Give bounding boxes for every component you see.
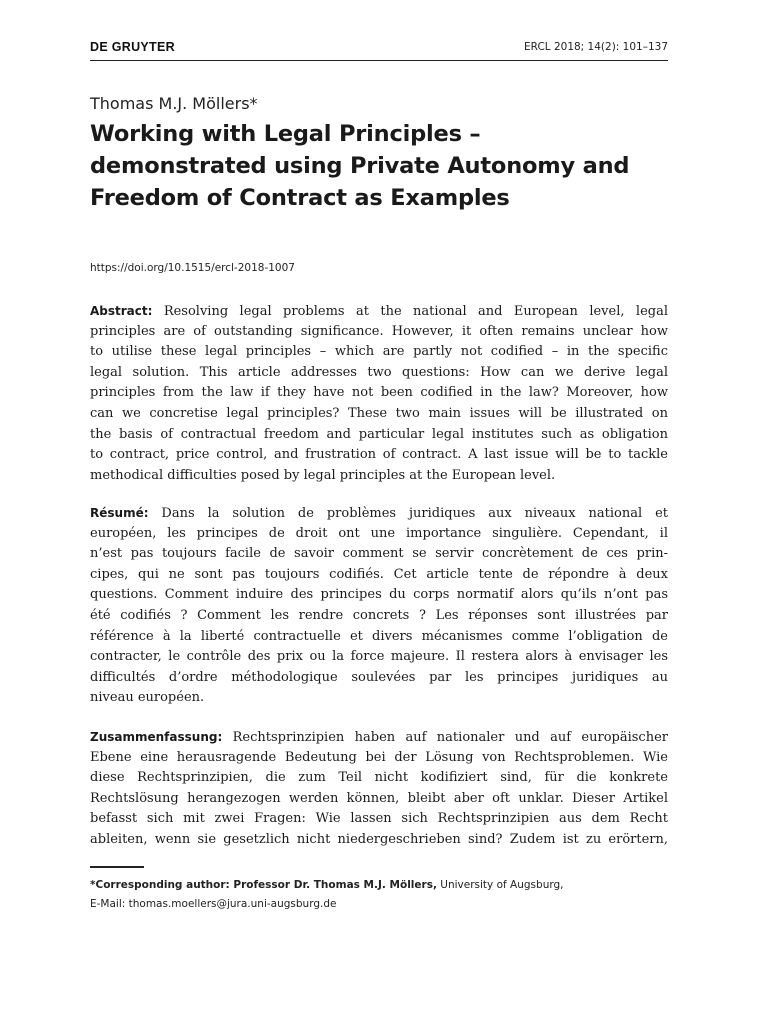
footnote: [90, 876, 680, 914]
abstract-line: legal solution. This article addresses two questions: How can we derive legal: [90, 364, 668, 380]
footnote-corresponding-author: *Corresponding author: Professor Dr. Thomas M.J. Möllers,: [90, 879, 437, 891]
title-line: Freedom of Contract as Examples: [90, 185, 510, 211]
abstract-paragraph: [90, 301, 668, 486]
zusammenfassung-line: Rechtslösung herangezogen werden können, bleibt aber oft unklar. Dieser Artikel: [90, 790, 668, 806]
resume-label: Résumé:: [90, 506, 149, 520]
abstract-label: Abstract:: [90, 304, 153, 318]
article-title: [90, 118, 680, 214]
doi-link[interactable]: https://doi.org/10.1515/ercl-2018-1007: [90, 262, 295, 274]
abstract-line: the basis of contractual freedom and particular legal institutes such as obligation: [90, 426, 668, 442]
journal-citation: ERCL 2018; 14(2): 101–137: [524, 41, 668, 53]
footnote-email[interactable]: E-Mail: thomas.moellers@jura.uni-augsburg.de: [90, 898, 337, 910]
title-line: Working with Legal Principles –: [90, 121, 481, 147]
resume-line: cipes, qui ne sont pas toujours codifiés. Cet article tente de répondre à deux: [90, 566, 668, 582]
resume-line: niveau européen.: [90, 690, 205, 706]
header-rule: [90, 60, 668, 61]
running-header: [90, 40, 668, 62]
resume-paragraph: [90, 503, 668, 709]
zusammenfassung-line: Ebene eine herausragende Bedeutung bei der Lösung von Rechtsproblemen. Wie: [90, 749, 668, 765]
author-name: Thomas M.J. Möllers*: [90, 94, 258, 113]
abstract-line: Abstract: Resolving legal problems at the national and European level, legal: [90, 304, 668, 319]
abstract-line: methodical difficulties posed by legal principles at the European level.: [90, 467, 556, 483]
abstract-line: to utilise these legal principles – which are partly not codified – in the specific: [90, 344, 668, 360]
zusammenfassung-line: Zusammenfassung: Rechtsprinzipien haben auf nationaler und auf europäischer: [90, 730, 668, 745]
footnote-author-line: [90, 876, 680, 895]
title-line: demonstrated using Private Autonomy and: [90, 153, 630, 179]
publisher-logo: DE GRUYTER: [90, 40, 175, 54]
abstract-line: can we concretise legal principles? These two main issues will be illustrated on: [90, 405, 668, 421]
resume-line: difficultés d’ordre méthodologique soulevées par les principes juridiques au: [90, 669, 668, 685]
zusammenfassung-line: befasst sich mit zwei Fragen: Wie lassen sich Rechtsprinzipien aus dem Recht: [90, 811, 668, 827]
resume-line: européen, les principes de droit ont une importance singulière. Cependant, il: [90, 525, 668, 541]
zusammenfassung-paragraph: [90, 727, 668, 851]
resume-line: Résumé: Dans la solution de problèmes juridiques aux niveaux national et: [90, 506, 668, 521]
abstract-line: principles from the law if they have not been codified in the law? Moreover, how: [90, 385, 668, 401]
abstract-line: to contract, price control, and frustration of contract. A last issue will be to tackle: [90, 447, 668, 463]
resume-line: été codifiés ? Comment les rendre concrets ? Les réponses sont illustrées par: [90, 607, 668, 623]
zusammenfassung-label: Zusammenfassung:: [90, 730, 223, 744]
footnote-rule: [90, 866, 144, 868]
zusammenfassung-line: ableiten, wenn sie gesetzlich nicht niedergeschrieben sind? Zudem ist zu erörtern,: [90, 831, 668, 847]
zusammenfassung-line: diese Rechtsprinzipien, die zum Teil nicht kodifiziert sind, für die konkrete: [90, 770, 668, 786]
resume-line: référence à la liberté contractuelle et divers mécanismes comme l’obligation de: [90, 628, 668, 644]
resume-line: questions. Comment induire des principes du corps normatif alors qu’ils n’ont pas: [90, 587, 668, 603]
footnote-affiliation: University of Augsburg,: [436, 879, 564, 891]
resume-line: contracter, le contrôle des prix ou la force majeure. Il restera alors à envisager les: [90, 649, 668, 665]
resume-line: n’est pas toujours facile de savoir comment se servir concrètement de ces prin-: [90, 546, 668, 562]
abstract-line: principles are of outstanding significance. However, it often remains unclear how: [90, 323, 668, 339]
